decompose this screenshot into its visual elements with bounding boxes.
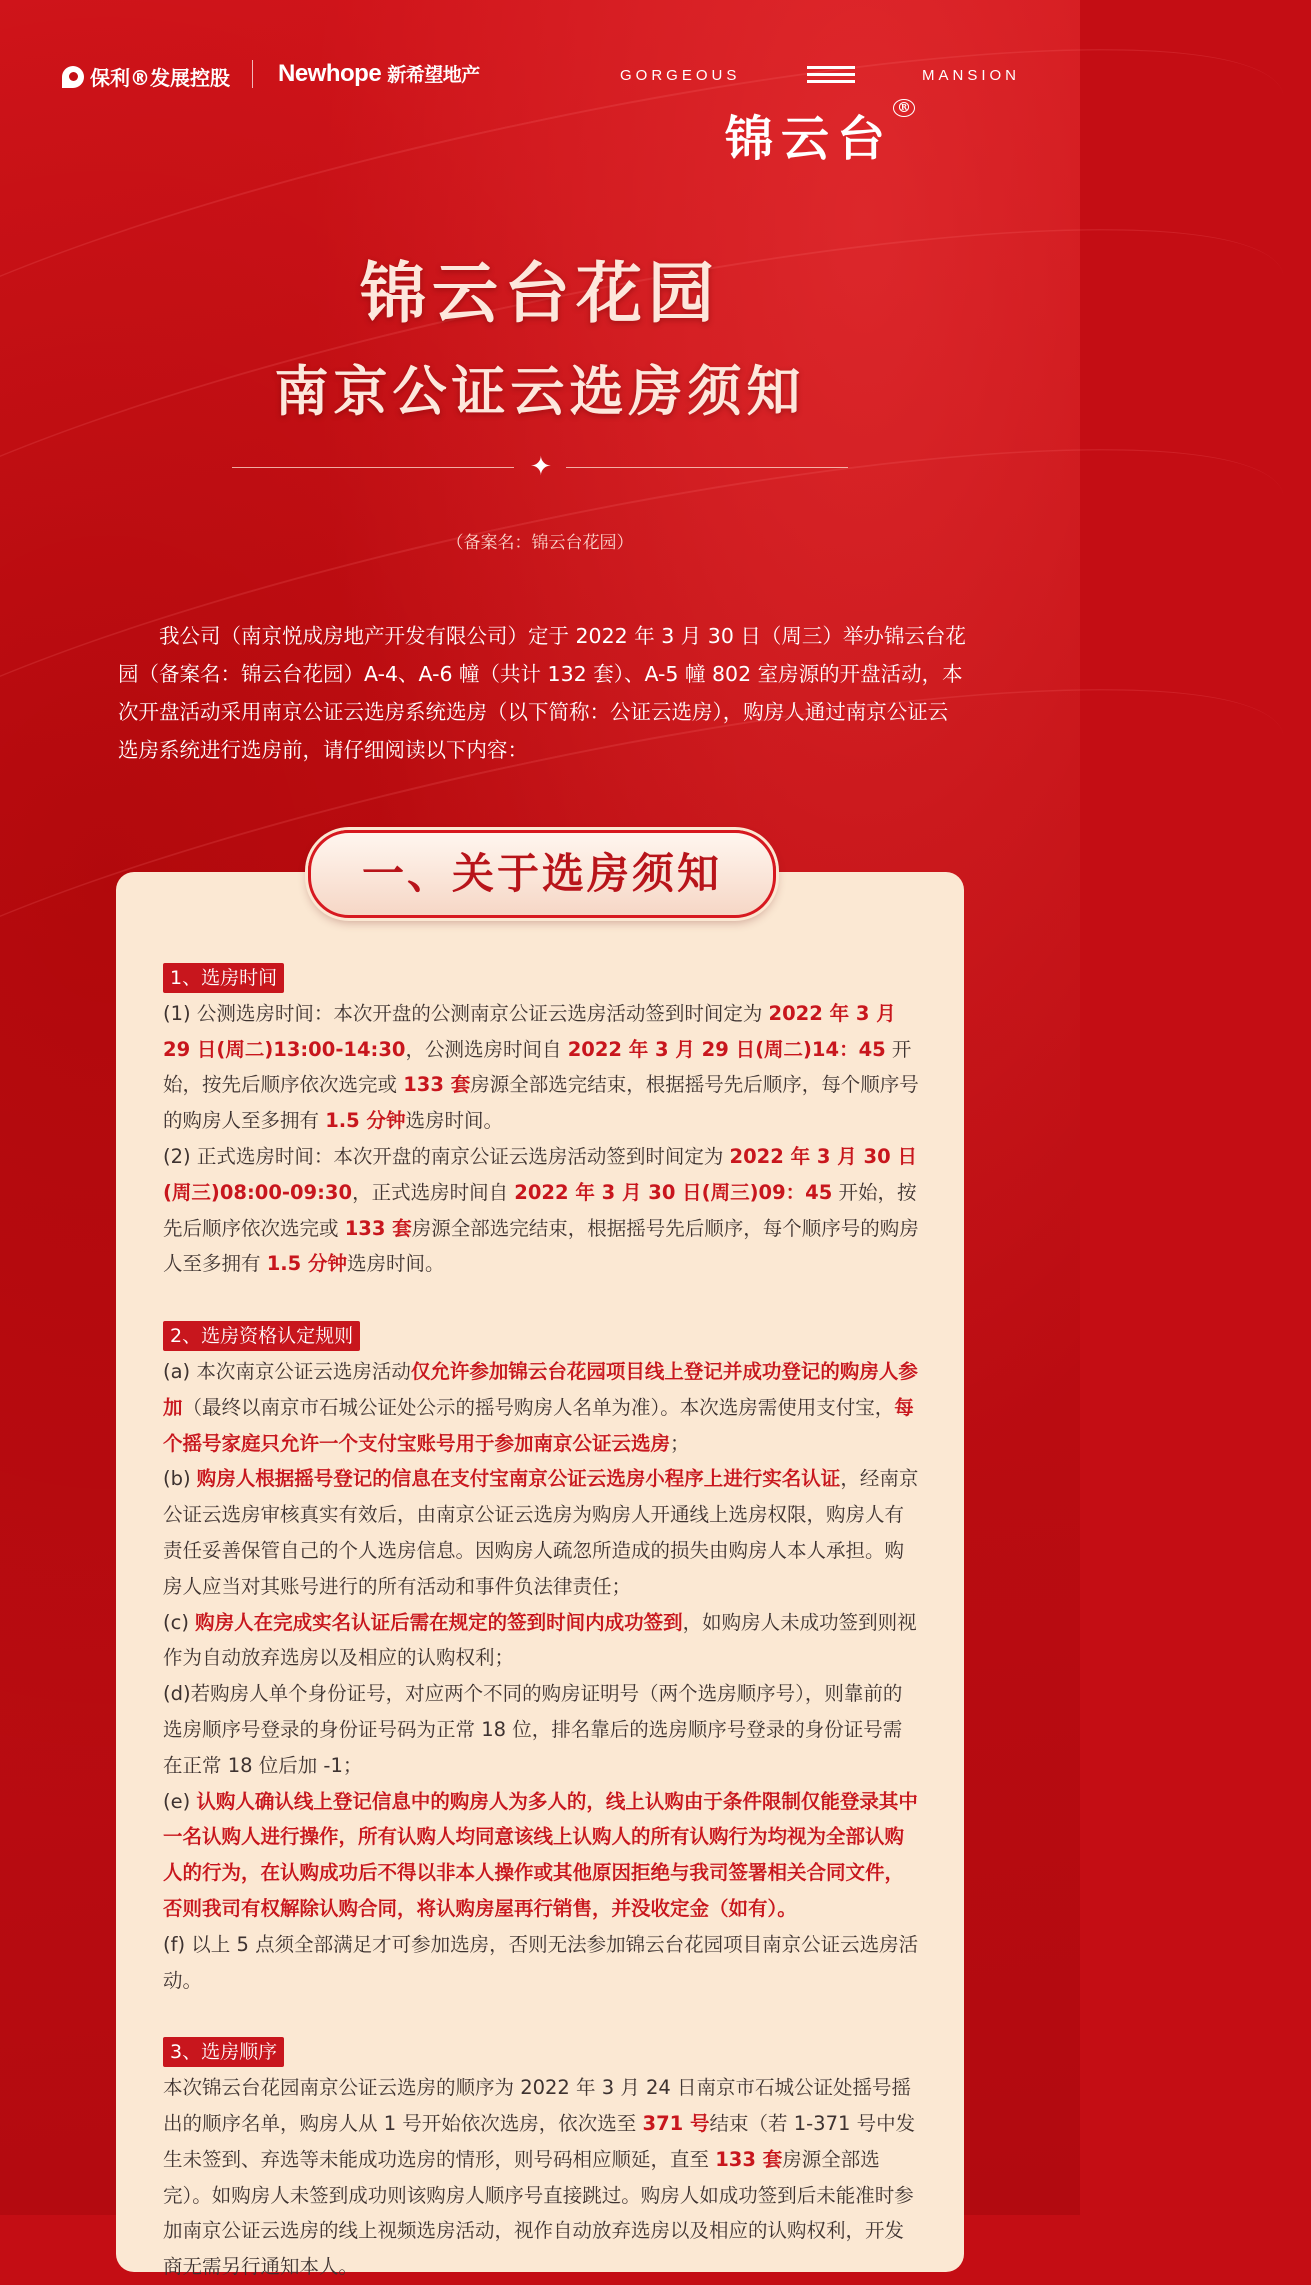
ornament-line-right: [566, 467, 848, 468]
body-text: ，经南京公证云选房审核真实有效后，由南京公证云选房为购房人开通线上选房权限，购房人有责任妥善保管自己的个人选房信息。因购房人疏忽所造成的损失由购房人本人承担。购房人应当对其账号进行的所有活动和事件负法律责任；: [163, 1467, 919, 1598]
subsection-tag: 3、选房顺序: [163, 2037, 284, 2067]
rule-paragraph: [163, 1676, 919, 1783]
highlight-text: 2022 年 3 月 30 日(周三)08:00-09:30: [163, 1144, 917, 1204]
rule-paragraph: [163, 996, 919, 1139]
highlight-text: 每个摇号家庭只允许一个支付宝账号用于参加南京公证云选房: [163, 1395, 914, 1455]
project-logo-title: [620, 100, 1020, 169]
sparkle-icon: ✦: [530, 452, 552, 482]
body-text: 我公司（南京悦成房地产开发有限公司）定于: [159, 623, 576, 648]
body-text: ，正式选房时间自: [352, 1180, 515, 1204]
body-text: (1) 公测选房时间：本次开盘的公测南京公证云选房活动签到时间定为: [163, 1001, 769, 1025]
body-text: (2) 正式选房时间：本次开盘的南京公证云选房活动签到时间定为: [163, 1144, 730, 1168]
project-logo: [620, 64, 1020, 169]
rule-paragraph: [163, 1927, 919, 1999]
ornament-line-left: [232, 467, 514, 468]
body-text: 2022 年 3 月 30 日: [575, 623, 761, 648]
page-subtitle: 南京公证云选房须知: [274, 359, 806, 423]
filing-note: （备案名：锦云台花园）: [446, 533, 634, 553]
rule-paragraph: [163, 1354, 919, 1461]
highlight-text: 371 号: [642, 2111, 710, 2135]
rule-paragraph: [163, 1461, 919, 1604]
poly-logo-icon: [62, 66, 84, 88]
rule-paragraph: [163, 2070, 919, 2285]
title-ornament: [232, 452, 848, 482]
section-gap: [163, 1282, 919, 1318]
section-title: 一、关于选房须知: [308, 830, 776, 918]
project-emblem-icon: [807, 64, 855, 86]
highlight-text: 133 套: [715, 2147, 783, 2171]
body-text: ，如购房人未成功签到则视作为自动放弃选房以及相应的认购权利；: [163, 1610, 917, 1670]
body-text: 开始，按先后顺序依次选完或: [163, 1037, 912, 1097]
body-text: （周三）举办锦云台花园（备案名：锦云台花园）A-4、A-6 幢（共计 132 套）、A-5 幢 802 室房源的开盘活动，本次开盘活动采用南京公证云选房系统选房（以下简称：公证云选房），购房人通过南京公证云选房系统进行选房前，请仔细阅读以下内容：: [118, 623, 966, 762]
highlight-text: 2022 年 3 月 29 日(周二)14：45: [567, 1037, 886, 1061]
rule-paragraph: [163, 1139, 919, 1282]
logo-divider: [252, 60, 253, 88]
body-text: （最终以南京市石城公证处公示的摇号购房人名单为准）。本次选房需使用支付宝，: [182, 1395, 895, 1419]
poly-logo: [62, 62, 230, 91]
highlight-text: 2022 年 3 月 29 日(周二)13:00-14:30: [163, 1001, 896, 1061]
body-text: 选房时间。: [347, 1252, 445, 1276]
highlight-text: 133 套: [403, 1073, 471, 1097]
section-content: [163, 960, 919, 2285]
intro-paragraph: [118, 617, 968, 769]
body-text: ；: [670, 1431, 690, 1455]
body-text: (e): [163, 1789, 197, 1813]
highlight-text: 仅允许参加锦云台花园项目线上登记并成功登记的购房人参加: [163, 1359, 918, 1419]
body-text: 选房时间。: [405, 1109, 504, 1133]
body-text: (b): [163, 1467, 197, 1491]
project-logo-left: GORGEOUS: [620, 66, 741, 84]
highlight-text: 1.5 分钟: [266, 1252, 348, 1276]
highlight-text: 认购人确认线上登记信息中的购房人为多人的，线上认购由于条件限制仅能登录其中一名认购人进行操作，所有认购人均同意该线上认购人的所有认购行为均视为全部认购人的行为，在认购成功后不得以非本人操作或其他原因拒绝与我司签署相关合同文件，否则我司有权解除认购合同，将认购房屋再行销售，并没收定金（如有）。: [163, 1789, 918, 1920]
body-text: (a) 本次南京公证云选房活动: [163, 1359, 411, 1383]
body-text: ，公测选房时间自: [405, 1037, 568, 1061]
newhope-cn: 新希望地产: [387, 65, 480, 86]
body-text: 本次锦云台花园南京公证云选房的顺序为 2022 年 3 月 24 日南京市石城公证处摇号摇出的顺序名单，购房人从 1 号开始依次选房，依次选至: [163, 2076, 912, 2135]
subsection-tag: 2、选房资格认定规则: [163, 1321, 360, 1351]
project-logo-right: MANSION: [921, 66, 1020, 84]
body-text: 结束（若 1-371 号中发生未签到、弃选等未能成功选房的情形，则号码相应顺延，直至: [163, 2111, 916, 2171]
section-gap: [163, 1998, 919, 2034]
poly-brand-text: 保利®发展控股: [90, 66, 230, 90]
header: [62, 58, 1020, 168]
rule-paragraph: [163, 1605, 919, 1677]
highlight-text: 1.5 分钟: [325, 1109, 406, 1133]
registered-mark: ®: [893, 99, 915, 117]
title-block: [0, 240, 1080, 426]
project-logo-line: [620, 64, 1020, 86]
body-text: 房源全部选完结束，根据摇号先后顺序，每个顺序号的购房人至多拥有: [163, 1216, 919, 1276]
highlight-text: 购房人根据摇号登记的信息在支付宝南京公证云选房小程序上进行实名认证: [196, 1467, 841, 1491]
body-text: (d)若购房人单个身份证号，对应两个不同的购房证明号（两个选房顺序号），则靠前的选房顺序号登录的身份证号码为正常 18 位，排名靠后的选房顺序号登录的身份证号需在正常 18 位后加 -1；: [163, 1682, 903, 1777]
page-title: 锦云台花园: [360, 254, 720, 332]
rule-paragraph: [163, 1784, 919, 1927]
highlight-text: 2022 年 3 月 30 日(周三)09：45: [514, 1180, 833, 1204]
highlight-text: 购房人在完成实名认证后需在规定的签到时间内成功签到: [195, 1610, 683, 1634]
body-text: (f) 以上 5 点须全部满足才可参加选房，否则无法参加锦云台花园项目南京公证云选房活动。: [163, 1932, 919, 1992]
project-name: 锦云台: [724, 111, 893, 167]
newhope-en: Newhope: [278, 60, 382, 87]
highlight-text: 133 套: [344, 1216, 412, 1240]
body-text: 房源全部选完结束，根据摇号先后顺序，每个顺序号的购房人至多拥有: [163, 1073, 919, 1133]
newhope-logo: [278, 60, 480, 88]
body-text: 房源全部选完）。如购房人未签到成功则该购房人顺序号直接跳过。购房人如成功签到后未能准时参加南京公证云选房的线上视频选房活动，视作自动放弃选房以及相应的认购权利，开发商无需另行通知本人。: [163, 2147, 914, 2279]
body-text: (c): [163, 1610, 196, 1634]
body-text: 开始，按先后顺序依次选完或: [163, 1180, 917, 1240]
subsection-tag: 1、选房时间: [163, 963, 284, 993]
